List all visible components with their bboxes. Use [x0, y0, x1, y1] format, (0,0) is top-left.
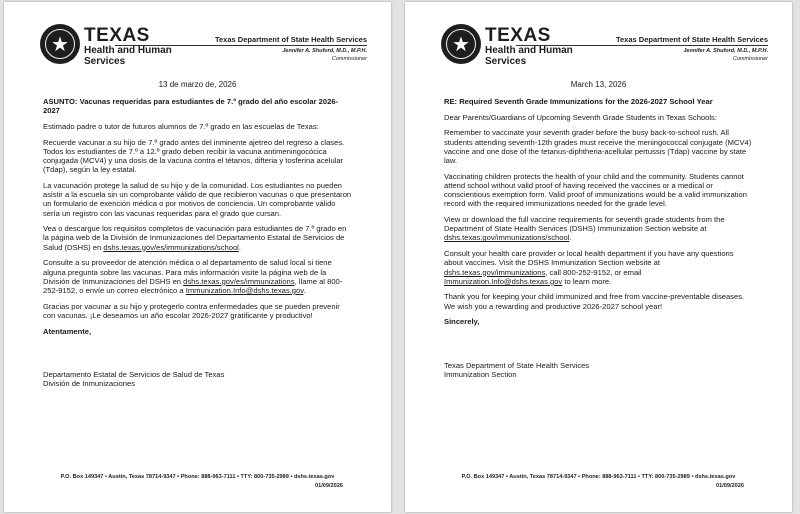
logo-text-line2: Health and Human: [485, 45, 573, 56]
logo-text-line1: TEXAS: [84, 25, 150, 46]
paragraph-4-text: Consulte a su proveedor de atención médica o al departamento de salud local si tiene alguna pregunta sobre las vacunas. Para más información visite la página web de la División de Inmunizaciones del DSHS en: [43, 258, 332, 286]
logo-text-line2: Health and Human: [84, 45, 172, 56]
paragraph-4-text-2: , call 800-252-9152, or email: [545, 267, 642, 277]
school-requirements-link[interactable]: dshs.texas.gov/es/immunizations/school: [103, 242, 239, 252]
paragraph-2: La vacunación protege la salud de su hijo y de la comunidad. Los estudiantes no pueden asistir a la escuela sin un comprobante válido de que recibieron vacunas o que presentaron un formulario de exención médica o por motivos de conciencia. Un comprobante válido sería un registro con las vacunas requeridas para el grado que cursan.: [43, 180, 352, 218]
commissioner-title: Commissioner: [331, 56, 367, 62]
footer-date: 01/09/2026: [315, 483, 343, 489]
commissioner-title: Commissioner: [732, 56, 768, 62]
commissioner-name: Jennifer A. Shuford, M.D., M.P.H.: [683, 48, 768, 54]
texas-seal-logo: [40, 24, 80, 64]
hhs-logo: [485, 26, 573, 67]
commissioner-name: Jennifer A. Shuford, M.D., M.P.H.: [282, 48, 367, 54]
paragraph-4-text-2: , llame al 800-252-9152, o envíe un correo electrónico a: [43, 276, 343, 295]
paragraph-4-end: .: [303, 285, 306, 295]
signature-line-2: Immunization Section: [444, 370, 517, 380]
immunizations-website-link[interactable]: dshs.texas.gov/immunizations: [444, 267, 546, 277]
paragraph-4-end: to learn more.: [562, 276, 612, 286]
logo-text-line3: Services: [485, 56, 527, 67]
paragraph-3: [444, 215, 754, 243]
salutation: Dear Parents/Guardians of Upcoming Seventh Grade Students in Texas Schools:: [444, 112, 717, 122]
paragraph-2: Vaccinating children protects the health of your child and the community. Students cannot attend school without valid proof of having received the vaccines or a medical or conscientious exemption form. Valid proof of immunizations would be a valid immunization record with the required immunizations needed for the grade level.: [444, 171, 747, 209]
texas-seal-logo: [441, 24, 481, 64]
hhs-logo: [84, 26, 172, 67]
paragraph-1: Recuerde vacunar a su hijo de 7.º grado antes del inminente ajetreo del regreso a clases. Todos los estudiantes de 7.º a 12.º grado deben recibir la vacuna antimeningocócica conjugada (MCV4) y una dosis de la vacuna contra el tétanos, difteria y tosferina acelular (Tdap), según la ley estatal.: [43, 137, 345, 175]
signature-line-1: Departamento Estatal de Servicios de Salud de Texas: [43, 370, 225, 380]
star-icon: ★: [452, 32, 470, 56]
letter-body: [43, 97, 353, 389]
logo-text-line1: TEXAS: [485, 25, 551, 46]
paragraph-5: Gracias por vacunar a su hijo y protegerlo contra enfermedades que se pueden prevenir con vacunas. ¡Le deseamos un año escolar 2026-2027 gratificante y productivo!: [43, 301, 340, 320]
letter-page-spanish: [4, 2, 391, 512]
signature-line-2: División de Inmunizaciones: [43, 379, 136, 389]
department-name: Texas Department of State Health Services: [115, 35, 367, 46]
immunizations-website-link[interactable]: dshs.texas.gov/es/immunizations: [183, 276, 295, 286]
letter-subject: RE: Required Seventh Grade Immunizations for the 2026-2027 School Year: [444, 97, 713, 106]
paragraph-4: [444, 249, 754, 286]
letter-subject: ASUNTO: Vacunas requeridas para estudiantes de 7.º grado del año escolar 2026-2027: [43, 97, 339, 116]
star-icon: ★: [51, 32, 69, 56]
paragraph-5: Thank you for keeping your child immunized and free from vaccine-preventable diseases. We wish you a rewarding and productive 2026-2027 school year!: [444, 292, 745, 311]
school-requirements-link[interactable]: dshs.texas.gov/immunizations/school: [444, 233, 570, 243]
letter-footer: P.O. Box 149347 • Austin, Texas 78714-9347 • Phone: 888-963-7111 • TTY: 800-735-2989 • dshs.texas.gov: [60, 474, 335, 480]
paragraph-1: Remember to vaccinate your seventh grader before the busy back-to-school rush. All students attending seventh-12th grades must receive the meningococcal conjugate (MCV4) vaccine and one dose of the tetanus-diphtheria-acellular pertussis (Tdap) vaccine by state law.: [444, 128, 752, 166]
paragraph-3: [43, 224, 353, 252]
closing: Atentamente,: [43, 326, 92, 336]
paragraph-4-text: Consult your health care provider or local health department if you have any questions about vaccines. Visit the DSHS Immunization Section website at: [444, 249, 734, 268]
paragraph-3-text: View or download the full vaccine requirements for seventh grade students from the Department of State Health Services (DSHS) Immunization Section website at: [444, 215, 725, 234]
letter-page-english: [405, 2, 792, 512]
paragraph-4: [43, 258, 353, 295]
signature-line-1: Texas Department of State Health Services: [444, 361, 590, 371]
salutation: Estimado padre o tutor de futuros alumnos de 7.º grado en las escuelas de Texas:: [43, 121, 319, 131]
footer-date: 01/09/2026: [716, 483, 744, 489]
email-link[interactable]: Immunization.Info@dshs.texas.gov: [185, 285, 304, 295]
paragraph-3-text: Vea o descargue los requisitos completos de vacunación para estudiantes de 7.º grado en la página web de la División de Inmunizaciones del Departamento Estatal de Servicios de Salud (DSHS) en: [43, 224, 347, 252]
letter-footer: P.O. Box 149347 • Austin, Texas 78714-9347 • Phone: 888-963-7111 • TTY: 800-735-2989 • dshs.texas.gov: [461, 474, 736, 480]
paragraph-3-end: .: [238, 242, 241, 252]
paragraph-3-end: .: [569, 233, 572, 243]
letter-date: March 13, 2026: [570, 80, 627, 89]
email-link[interactable]: Immunization.Info@dshs.texas.gov: [444, 276, 563, 286]
department-name: Texas Department of State Health Services: [516, 35, 768, 46]
letter-body: [444, 97, 754, 379]
closing: Sincerely,: [444, 317, 480, 327]
letter-date: 13 de marzo de, 2026: [158, 80, 237, 89]
logo-text-line3: Services: [84, 56, 126, 67]
